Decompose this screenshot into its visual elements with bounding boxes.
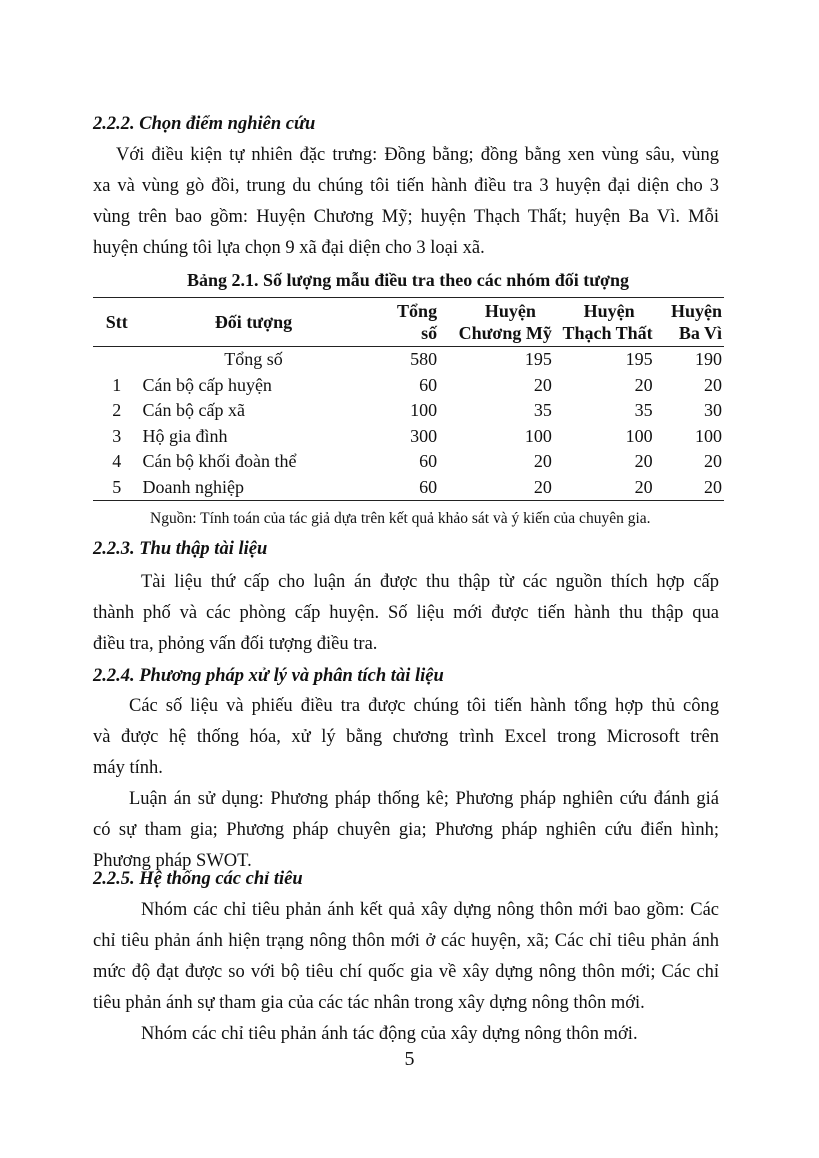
- paragraph-2-2-4: [93, 691, 719, 877]
- table-source-note: Nguồn: Tính toán của tác giả dựa trên kết quả khảo sát và ý kiến của chuyên gia.: [150, 510, 651, 527]
- cell-thach-that: 35: [634, 400, 653, 420]
- section-heading-2-2-3: 2.2.3. Thu thập tài liệu: [93, 539, 268, 559]
- cell-ba-vi: 20: [704, 476, 722, 497]
- paragraph-line: thành phố và các phòng cấp huyện. Số liệu mới được tiến hành thu thập qua: [93, 603, 719, 623]
- paragraph-line: Luận án sử dụng: Phương pháp thống kê; Phương pháp nghiên cứu đánh giá: [129, 789, 719, 809]
- paragraph-line: huyện chúng tôi lựa chọn 9 xã đại diện cho 3 loại xã.: [93, 238, 485, 258]
- header-chuong-my-line2: Chương Mỹ: [458, 323, 552, 343]
- paragraph-line: chỉ tiêu phản ánh hiện trạng nông thôn mới ở các huyện, xã; Các chỉ tiêu phản ánh: [93, 931, 719, 951]
- table-row: [93, 398, 724, 424]
- header-object: Đối tượng: [214, 312, 293, 332]
- cell-object: Cán bộ cấp huyện: [142, 374, 272, 395]
- section-heading-2-2-2: 2.2.2. Chọn điểm nghiên cứu: [93, 114, 316, 134]
- cell-total: 100: [410, 400, 438, 420]
- header-total-line2: số: [421, 323, 438, 343]
- section-heading-2-2-5: 2.2.5. Hệ thống các chỉ tiêu: [93, 869, 303, 889]
- cell-total: 60: [419, 374, 438, 395]
- section-heading-2-2-4: 2.2.4. Phương pháp xử lý và phân tích tài liệu: [93, 666, 444, 686]
- paragraph-2-2-3: [93, 567, 719, 660]
- header-thach-that-line1: Huyện: [583, 301, 635, 321]
- header-stt: Stt: [105, 312, 128, 332]
- header-ba-vi-line1: Huyện: [670, 301, 722, 321]
- table-row: [93, 373, 724, 399]
- paragraph-line: có sự tham gia; Phương pháp chuyên gia; Phương pháp nghiên cứu điển hình;: [93, 820, 719, 840]
- table-row: [93, 449, 724, 475]
- cell-ba-vi: 190: [695, 349, 722, 369]
- cell-total: 580: [410, 349, 438, 369]
- cell-object: Cán bộ cấp xã: [142, 400, 245, 420]
- paragraph-line: Tài liệu thứ cấp cho luận án được thu thập từ các nguồn thích hợp cấp: [141, 572, 719, 592]
- paragraph-line: Với điều kiện tự nhiên đặc trưng: Đồng bằng; đồng bằng xen vùng sâu, vùng: [116, 145, 719, 165]
- cell-total: 300: [410, 425, 438, 446]
- paragraph-line: và được hệ thống hóa, xử lý bằng chương trình Excel trong Microsoft trên: [93, 727, 719, 747]
- cell-object: Doanh nghiệp: [142, 476, 244, 497]
- cell-thach-that: 20: [634, 476, 653, 497]
- paragraph-line: vùng trên bao gồm: Huyện Chương Mỹ; huyện Thạch Thất; huyện Ba Vì. Mỗi: [93, 207, 719, 227]
- paragraph-line: xa và vùng gò đồi, trung du chúng tôi tiến hành điều tra 3 huyện đại diện cho 3: [93, 176, 719, 196]
- cell-object: Tổng số: [224, 349, 283, 369]
- header-ba-vi: [655, 298, 724, 347]
- cell-object: Hộ gia đình: [142, 425, 228, 446]
- header-chuong-my-line1: Huyện: [484, 301, 536, 321]
- cell-chuong-my: 100: [524, 425, 552, 446]
- header-total-line1: Tổng: [397, 301, 438, 321]
- table-header-row: [93, 298, 724, 347]
- paragraph-2-2-2: [93, 140, 719, 264]
- page-number: 5: [404, 1048, 415, 1070]
- paragraph-line: mức độ đạt được so với bộ tiêu chí quốc gia về xây dựng nông thôn mới; Các chỉ: [93, 962, 719, 982]
- paragraph-line: Nhóm các chỉ tiêu phản ánh kết quả xây dựng nông thôn mới bao gồm: Các: [141, 900, 719, 920]
- paragraph-line: điều tra, phỏng vấn đối tượng điều tra.: [93, 634, 378, 654]
- cell-thach-that: 20: [634, 451, 653, 471]
- cell-stt: [93, 347, 140, 373]
- cell-chuong-my: 20: [533, 451, 552, 471]
- cell-ba-vi: 20: [704, 374, 722, 395]
- table-caption: Bảng 2.1. Số lượng mẫu điều tra theo các nhóm đối tượng: [186, 270, 630, 290]
- cell-chuong-my: 195: [524, 349, 552, 369]
- cell-stt: 1: [112, 374, 122, 395]
- cell-thach-that: 20: [634, 374, 653, 395]
- table-row: [93, 424, 724, 450]
- cell-stt: 4: [112, 451, 122, 471]
- cell-chuong-my: 20: [533, 476, 552, 497]
- table-row: [93, 347, 724, 373]
- cell-stt: 5: [112, 476, 122, 497]
- table-row: [93, 475, 724, 501]
- cell-total: 60: [419, 476, 438, 497]
- header-thach-that-line2: Thạch Thất: [562, 323, 653, 343]
- cell-ba-vi: 20: [704, 451, 722, 471]
- cell-thach-that: 195: [625, 349, 653, 369]
- header-ba-vi-line2: Ba Vì: [678, 323, 722, 343]
- header-chuong-my: [439, 298, 554, 347]
- cell-stt: 2: [112, 400, 122, 420]
- sample-table: [93, 297, 724, 501]
- paragraph-line: Nhóm các chỉ tiêu phản ánh tác động của xây dựng nông thôn mới.: [141, 1024, 638, 1044]
- paragraph-2-2-5: [93, 895, 719, 1050]
- cell-total: 60: [419, 451, 438, 471]
- cell-ba-vi: 30: [704, 400, 722, 420]
- paragraph-line: Các số liệu và phiếu điều tra được chúng tôi tiến hành tổng hợp thủ công: [129, 696, 719, 716]
- paragraph-line: tiêu phản ánh sự tham gia của các tác nhân trong xây dựng nông thôn mới.: [93, 993, 645, 1013]
- header-total: [366, 298, 439, 347]
- cell-ba-vi: 100: [695, 425, 722, 446]
- cell-thach-that: 100: [625, 425, 653, 446]
- paragraph-line: máy tính.: [93, 758, 163, 778]
- cell-chuong-my: 35: [533, 400, 552, 420]
- cell-object: Cán bộ khối đoàn thể: [142, 451, 297, 471]
- cell-stt: 3: [112, 425, 122, 446]
- paragraph-line: Phương pháp SWOT.: [93, 851, 252, 871]
- cell-chuong-my: 20: [533, 374, 552, 395]
- header-thach-that: [554, 298, 655, 347]
